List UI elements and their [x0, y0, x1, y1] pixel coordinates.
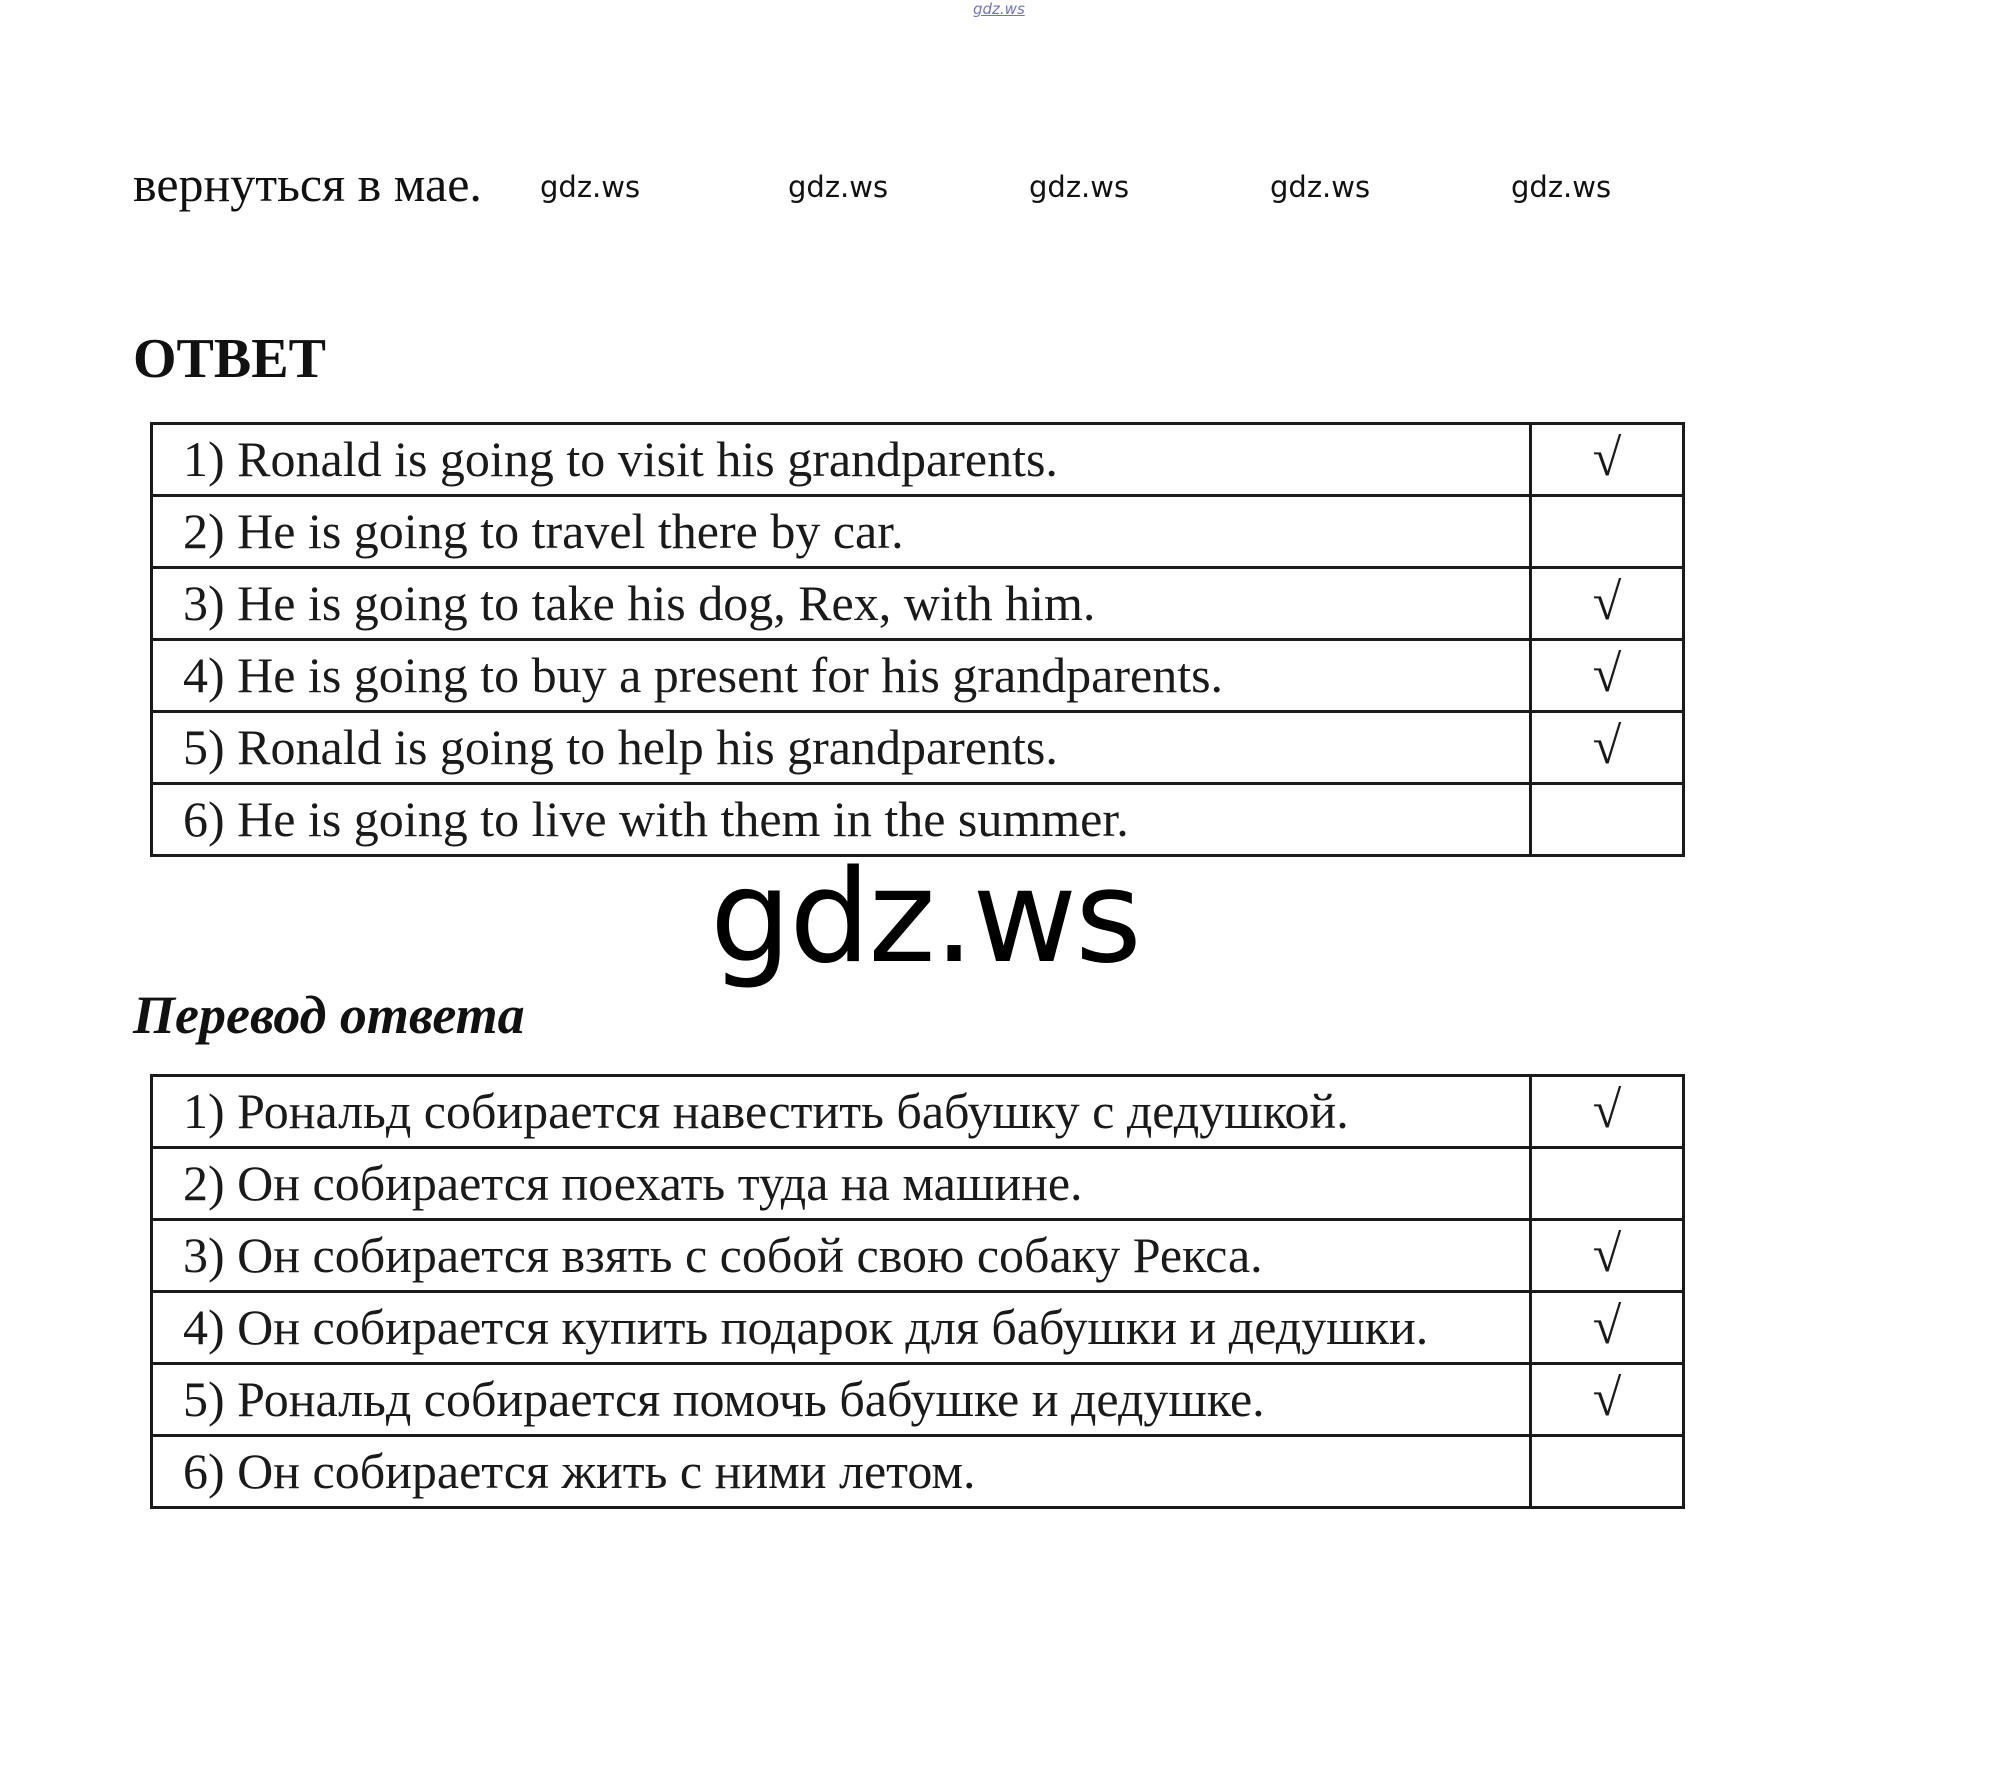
- answer-statement: 3) He is going to take his dog, Rex, with him.: [152, 568, 1531, 640]
- table-row: [152, 1220, 1684, 1292]
- translation-statement: 3) Он собирается взять с собой свою собаку Рекса.: [152, 1220, 1531, 1292]
- translation-statement: 4) Он собирается купить подарок для бабушки и дедушки.: [152, 1292, 1531, 1364]
- check-mark: [1531, 784, 1684, 856]
- check-mark: √: [1531, 1220, 1684, 1292]
- check-mark: [1531, 1436, 1684, 1508]
- translation-statement: 6) Он собирается жить с ними летом.: [152, 1436, 1531, 1508]
- inline-watermark: gdz.ws: [540, 170, 641, 204]
- intro-text: вернуться в мае.: [133, 156, 482, 212]
- table-row: [152, 1364, 1684, 1436]
- table-row: [152, 1292, 1684, 1364]
- translation-statement: 1) Рональд собирается навестить бабушку с дедушкой.: [152, 1076, 1531, 1148]
- answer-table: [150, 422, 1685, 857]
- check-mark: √: [1531, 1292, 1684, 1364]
- answer-statement: 2) He is going to travel there by car.: [152, 496, 1531, 568]
- inline-watermark: gdz.ws: [1029, 170, 1130, 204]
- big-watermark: gdz.ws: [710, 843, 1140, 992]
- check-mark: √: [1531, 712, 1684, 784]
- table-row: [152, 496, 1684, 568]
- table-row: [152, 1148, 1684, 1220]
- check-mark: √: [1531, 1076, 1684, 1148]
- inline-watermark: gdz.ws: [1511, 170, 1612, 204]
- translation-statement: 2) Он собирается поехать туда на машине.: [152, 1148, 1531, 1220]
- check-mark: [1531, 496, 1684, 568]
- translation-table: [150, 1074, 1685, 1509]
- translation-statement: 5) Рональд собирается помочь бабушке и дедушке.: [152, 1364, 1531, 1436]
- check-mark: √: [1531, 568, 1684, 640]
- table-row: [152, 1436, 1684, 1508]
- check-mark: √: [1531, 424, 1684, 496]
- answer-statement: 5) Ronald is going to help his grandparents.: [152, 712, 1531, 784]
- table-row: [152, 568, 1684, 640]
- inline-watermark: gdz.ws: [1270, 170, 1371, 204]
- answer-statement: 4) He is going to buy a present for his grandparents.: [152, 640, 1531, 712]
- inline-watermark: gdz.ws: [788, 170, 889, 204]
- check-mark: √: [1531, 1364, 1684, 1436]
- answer-heading: ОТВЕТ: [133, 328, 326, 390]
- translation-heading: Перевод ответа: [133, 985, 525, 1045]
- table-row: [152, 640, 1684, 712]
- table-row: [152, 424, 1684, 496]
- top-watermark: gdz.ws: [973, 0, 1025, 18]
- answer-statement: 1) Ronald is going to visit his grandparents.: [152, 424, 1531, 496]
- check-mark: √: [1531, 640, 1684, 712]
- check-mark: [1531, 1148, 1684, 1220]
- table-row: [152, 712, 1684, 784]
- answer-statement: 6) He is going to live with them in the summer.: [152, 784, 1531, 856]
- table-row: [152, 1076, 1684, 1148]
